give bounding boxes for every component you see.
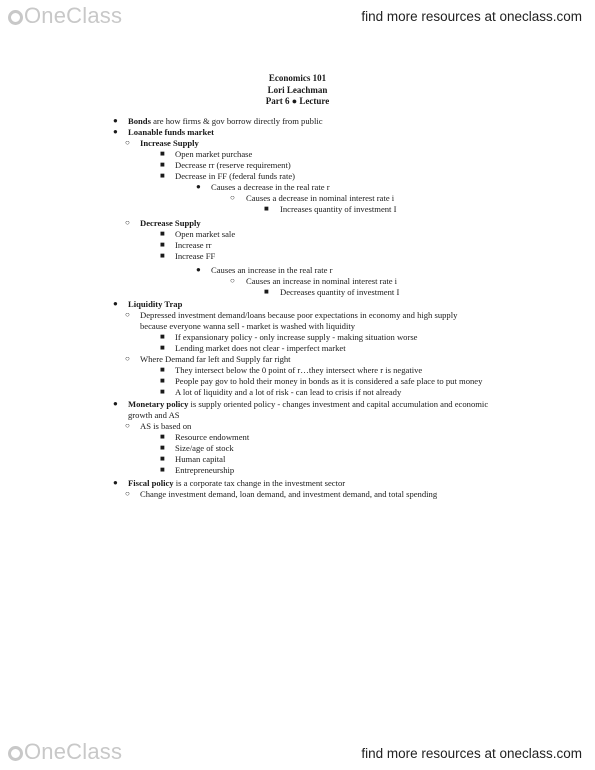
bonds-term: Bonds	[128, 116, 151, 126]
bullet-icon: ●	[113, 299, 118, 308]
square-bullet-icon: ■	[160, 251, 165, 260]
list-item: A lot of liquidity and a lot of risk - can lead to crisis if not already	[175, 387, 402, 397]
bonds-line	[128, 116, 323, 127]
square-bullet-icon: ■	[264, 287, 269, 296]
increase-supply-heading: Increase Supply	[140, 138, 199, 148]
square-bullet-icon: ■	[160, 332, 165, 341]
monetary-policy-continued: growth and AS	[128, 410, 180, 420]
lecture-part: Part 6 ● Lecture	[265, 96, 330, 106]
list-item: Open market sale	[175, 229, 236, 239]
footer-tagline-link[interactable]: find more resources at oneclass.com	[361, 746, 582, 761]
list-item: Increase rr	[175, 240, 212, 250]
list-item: Change investment demand, loan demand, and investment demand, and total spending	[140, 489, 438, 499]
square-bullet-icon: ■	[160, 229, 165, 238]
list-item: Resource endowment	[175, 432, 250, 442]
logo-circle-icon	[8, 746, 23, 761]
monetary-policy-text: is supply oriented policy - changes investment and capital accumulation and economic	[188, 399, 489, 409]
circle-bullet-icon: ○	[125, 218, 130, 227]
fiscal-policy-text: is a corporate tax change in the investment sector	[173, 478, 346, 488]
decrease-supply-heading: Decrease Supply	[140, 218, 201, 228]
oneclass-logo-footer[interactable]	[8, 739, 122, 765]
list-item: Size/age of stock	[175, 443, 234, 453]
list-item: Decreases quantity of investment I	[280, 287, 400, 297]
list-item: AS is based on	[140, 421, 192, 431]
list-item: Decrease in FF (federal funds rate)	[175, 171, 296, 181]
list-item: Causes an increase in the real rate r	[211, 265, 333, 275]
logo-circle-icon	[8, 10, 23, 25]
list-item: Increase FF	[175, 251, 216, 261]
square-bullet-icon: ■	[160, 149, 165, 158]
header-tagline-link[interactable]: find more resources at oneclass.com	[361, 9, 582, 24]
circle-bullet-icon: ○	[125, 421, 130, 430]
list-item: Entrepreneurship	[175, 465, 235, 475]
list-item: Where Demand far left and Supply far right	[140, 354, 291, 364]
square-bullet-icon: ■	[160, 432, 165, 441]
square-bullet-icon: ■	[160, 454, 165, 463]
instructor-name: Lori Leachman	[267, 84, 328, 95]
bullet-icon: ●	[113, 116, 118, 125]
square-bullet-icon: ■	[160, 365, 165, 374]
bullet-icon: ●	[196, 182, 201, 191]
list-item: Causes a decrease in the real rate r	[211, 182, 330, 192]
list-item: People pay gov to hold their money in bonds as it is considered a safe place to put money	[175, 376, 483, 386]
square-bullet-icon: ■	[264, 204, 269, 213]
square-bullet-icon: ■	[160, 343, 165, 352]
bullet-icon: ●	[113, 478, 118, 487]
square-bullet-icon: ■	[160, 376, 165, 385]
course-title: Economics 101	[268, 73, 327, 83]
circle-bullet-icon: ○	[125, 138, 130, 147]
oneclass-logo[interactable]	[8, 3, 122, 29]
liquidity-trap-heading: Liquidity Trap	[128, 299, 183, 309]
list-item: Human capital	[175, 454, 226, 464]
list-item: Depressed investment demand/loans because poor expectations in economy and high supply	[140, 310, 458, 320]
fiscal-policy-term: Fiscal policy	[128, 478, 174, 488]
circle-bullet-icon: ○	[230, 193, 235, 202]
square-bullet-icon: ■	[160, 240, 165, 249]
square-bullet-icon: ■	[160, 171, 165, 180]
square-bullet-icon: ■	[160, 465, 165, 474]
list-item: Causes an increase in nominal interest rate i	[246, 276, 398, 286]
logo-text: OneClass	[24, 3, 123, 28]
bullet-icon: ●	[113, 127, 118, 136]
circle-bullet-icon: ○	[230, 276, 235, 285]
square-bullet-icon: ■	[160, 160, 165, 169]
list-item-continued: because everyone wanna sell - market is washed with liquidity	[140, 321, 356, 331]
square-bullet-icon: ■	[160, 443, 165, 452]
list-item: Decrease rr (reserve requirement)	[175, 160, 291, 170]
list-item: Causes a decrease in nominal interest rate i	[246, 193, 395, 203]
list-item: Open market purchase	[175, 149, 253, 159]
logo-text: OneClass	[24, 739, 123, 764]
square-bullet-icon: ■	[160, 387, 165, 396]
document-header	[0, 73, 595, 108]
bullet-icon: ●	[196, 265, 201, 274]
circle-bullet-icon: ○	[125, 489, 130, 498]
loanable-heading: Loanable funds market	[128, 127, 214, 137]
bullet-icon: ●	[113, 399, 118, 408]
list-item: They intersect below the 0 point of r…they intersect where r is negative	[175, 365, 423, 375]
list-item: Lending market does not clear - imperfect market	[175, 343, 346, 353]
fiscal-policy-line	[128, 478, 345, 489]
monetary-policy-line	[128, 399, 488, 410]
circle-bullet-icon: ○	[125, 354, 130, 363]
list-item: Increases quantity of investment I	[280, 204, 397, 214]
bonds-text: are how firms & gov borrow directly from public	[150, 116, 323, 126]
monetary-policy-term: Monetary policy	[128, 399, 189, 409]
circle-bullet-icon: ○	[125, 310, 130, 319]
list-item: If expansionary policy - only increase supply - making situation worse	[175, 332, 418, 342]
